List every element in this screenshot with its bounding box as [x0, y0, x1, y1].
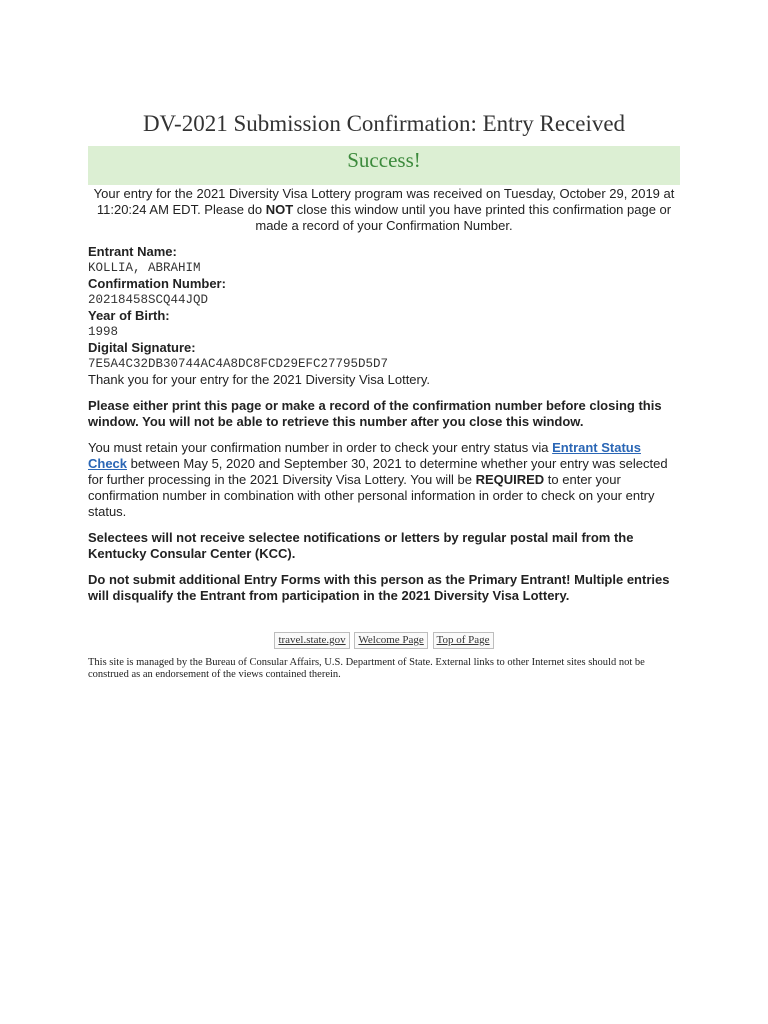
welcome-page-link[interactable]: Welcome Page	[354, 632, 427, 649]
year-of-birth-value: 1998	[88, 325, 119, 339]
thanks-text: Thank you for your entry for the 2021 Diversity Visa Lottery.	[88, 372, 431, 387]
intro-text-2: close this window until you have printed this confirmation page or made a record of your Confirmation Number.	[255, 202, 672, 233]
entrant-details	[88, 244, 680, 388]
digital-signature-value: 7E5A4C32DB30744AC4A8DC8FCD29EFC27795D5D7	[88, 357, 389, 371]
confirmation-page	[88, 0, 680, 681]
intro-paragraph	[88, 186, 680, 234]
confirmation-number-label: Confirmation Number:	[88, 276, 226, 291]
intro-not-emphasis: NOT	[265, 202, 294, 217]
retain-notice	[88, 440, 680, 520]
intro-text-1: Your entry for the 2021 Diversity Visa Lottery program was received on Tuesday, October 29, 2019 at 11:20:24 AM EDT. Please do	[93, 186, 675, 217]
confirmation-number-value: 20218458SCQ44JQD	[88, 293, 209, 307]
digital-signature-label: Digital Signature:	[88, 340, 196, 355]
success-banner	[88, 146, 680, 185]
success-text: Success!	[347, 148, 421, 172]
entrant-status-check-link[interactable]: Entrant Status Check	[88, 440, 641, 471]
year-of-birth-label: Year of Birth:	[88, 308, 170, 323]
required-emphasis: REQUIRED	[475, 472, 545, 487]
print-warning: Please either print this page or make a record of the confirmation number before closing this window. You will not be able to retrieve this number after you close this window.	[88, 398, 662, 429]
footer-disclaimer: This site is managed by the Bureau of Consular Affairs, U.S. Department of State. External links to other Internet sites should not be construed as an endorsement of the views contained therein.	[88, 657, 645, 680]
retain-text-3: to enter your confirmation number in combination with other personal information in order to check on your entry status.	[88, 472, 655, 519]
travel-state-gov-link[interactable]: travel.state.gov	[274, 632, 349, 649]
retain-text-2: between May 5, 2020 and September 30, 2021 to determine whether your entry was selected for further processing in the 2021 Diversity Visa Lottery. You will be	[88, 456, 668, 487]
footer-links	[88, 632, 680, 649]
retain-text-1: You must retain your confirmation number in order to check your entry status via	[88, 440, 553, 455]
page-title: DV-2021 Submission Confirmation: Entry Received	[142, 111, 626, 136]
entrant-name-value: KOLLIA, ABRAHIM	[88, 261, 201, 275]
entrant-name-label: Entrant Name:	[88, 244, 177, 259]
no-additional-entries-notice: Do not submit additional Entry Forms with this person as the Primary Entrant! Multiple entries will disqualify the Entrant from participation in the 2021 Diversity Visa Lottery.	[88, 572, 670, 603]
selectees-notice: Selectees will not receive selectee notifications or letters by regular postal mail from the Kentucky Consular Center (KCC).	[88, 530, 634, 561]
top-of-page-link[interactable]: Top of Page	[433, 632, 494, 649]
